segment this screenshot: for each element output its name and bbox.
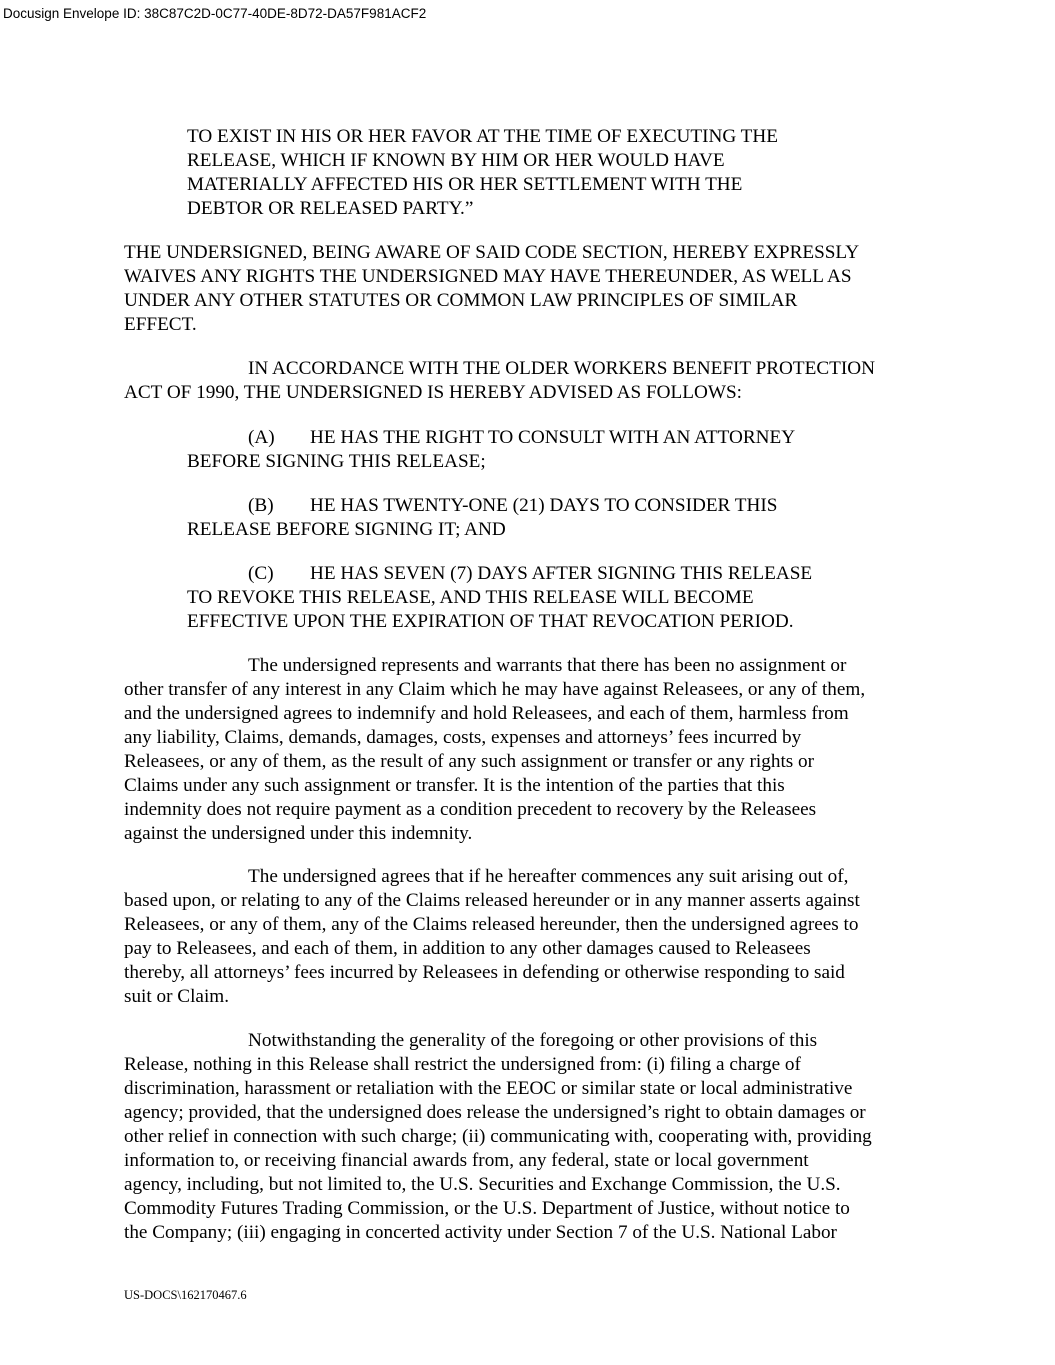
assignment-line: against the undersigned under this indemnity. xyxy=(124,823,473,844)
suit-paragraph xyxy=(124,865,860,1009)
assignment-line: any liability, Claims, demands, damages, costs, expenses and attorneys’ fees incurred by xyxy=(124,727,802,748)
notwithstanding-paragraph xyxy=(124,1029,872,1245)
item-a xyxy=(187,426,795,474)
suit-line: suit or Claim. xyxy=(124,986,229,1007)
item-text: HE HAS THE RIGHT TO CONSULT WITH AN ATTORNEY xyxy=(310,427,796,448)
owbpa-paragraph xyxy=(124,357,875,405)
quote-line: DEBTOR OR RELEASED PARTY.” xyxy=(187,198,474,219)
item-label: (A) xyxy=(248,427,275,448)
suit-line: Releasees, or any of them, any of the Claims released hereunder, then the undersigned agrees to xyxy=(124,914,859,935)
item-text: HE HAS TWENTY-ONE (21) DAYS TO CONSIDER THIS xyxy=(310,495,778,516)
quote-line: MATERIALLY AFFECTED HIS OR HER SETTLEMENT WITH THE xyxy=(187,174,743,195)
item-c xyxy=(187,562,812,634)
assignment-line: Claims under any such assignment or transfer. It is the intention of the parties that this xyxy=(124,775,785,796)
assignment-paragraph xyxy=(124,654,865,846)
item-text: EFFECTIVE UPON THE EXPIRATION OF THAT REVOCATION PERIOD. xyxy=(187,611,794,632)
notwithstanding-line: Commodity Futures Trading Commission, or the U.S. Department of Justice, without notice to xyxy=(124,1198,850,1219)
notwithstanding-line: discrimination, harassment or retaliation with the EEOC or similar state or local administrative xyxy=(124,1078,853,1099)
quote-block xyxy=(187,125,778,221)
item-text: BEFORE SIGNING THIS RELEASE; xyxy=(187,451,486,472)
notwithstanding-line: Notwithstanding the generality of the foregoing or other provisions of this xyxy=(248,1030,818,1051)
suit-line: pay to Releasees, and each of them, in addition to any other damages caused to Releasees xyxy=(124,938,811,959)
item-text: HE HAS SEVEN (7) DAYS AFTER SIGNING THIS RELEASE xyxy=(310,563,813,584)
assignment-line: and the undersigned agrees to indemnify and hold Releasees, and each of them, harmless from xyxy=(124,703,849,724)
notwithstanding-line: other relief in connection with such charge; (ii) communicating with, cooperating with, providing xyxy=(124,1126,872,1147)
item-text: RELEASE BEFORE SIGNING IT; AND xyxy=(187,519,506,540)
notwithstanding-line: the Company; (iii) engaging in concerted activity under Section 7 of the U.S. National Labor xyxy=(124,1222,837,1243)
notwithstanding-line: agency; provided, that the undersigned does release the undersigned’s right to obtain damages or xyxy=(124,1102,866,1123)
item-label: (B) xyxy=(248,495,274,516)
item-label: (C) xyxy=(248,563,274,584)
assignment-line: other transfer of any interest in any Claim which he may have against Releasees, or any of them, xyxy=(124,679,866,700)
quote-line: TO EXIST IN HIS OR HER FAVOR AT THE TIME OF EXECUTING THE xyxy=(187,126,778,147)
assignment-line: indemnity does not require payment as a condition precedent to recovery by the Releasees xyxy=(124,799,817,820)
waiver-line: THE UNDERSIGNED, BEING AWARE OF SAID CODE SECTION, HEREBY EXPRESSLY xyxy=(124,242,860,263)
suit-line: thereby, all attorneys’ fees incurred by Releasees in defending or otherwise responding to said xyxy=(124,962,845,983)
notwithstanding-line: Release, nothing in this Release shall restrict the undersigned from: (i) filing a charge of xyxy=(124,1054,801,1075)
assignment-line: The undersigned represents and warrants that there has been no assignment or xyxy=(248,655,847,676)
suit-line: based upon, or relating to any of the Claims released hereunder or in any manner asserts against xyxy=(124,890,860,911)
notwithstanding-line: information to, or receiving financial awards from, any federal, state or local government xyxy=(124,1150,809,1171)
owbpa-line: ACT OF 1990, THE UNDERSIGNED IS HEREBY ADVISED AS FOLLOWS: xyxy=(124,382,742,403)
waiver-line: UNDER ANY OTHER STATUTES OR COMMON LAW PRINCIPLES OF SIMILAR xyxy=(124,290,798,311)
suit-line: The undersigned agrees that if he hereafter commences any suit arising out of, xyxy=(248,866,849,887)
footer-doc-id: US-DOCS\162170467.6 xyxy=(124,1288,247,1302)
waiver-line: WAIVES ANY RIGHTS THE UNDERSIGNED MAY HAVE THEREUNDER, AS WELL AS xyxy=(124,266,852,287)
quote-line: RELEASE, WHICH IF KNOWN BY HIM OR HER WOULD HAVE xyxy=(187,150,725,171)
item-text: TO REVOKE THIS RELEASE, AND THIS RELEASE WILL BECOME xyxy=(187,587,754,608)
item-b xyxy=(187,494,777,542)
notwithstanding-line: agency, including, but not limited to, the U.S. Securities and Exchange Commission, the U.S. xyxy=(124,1174,841,1195)
waiver-paragraph xyxy=(124,241,859,337)
assignment-line: Releasees, or any of them, as the result of any such assignment or transfer or any rights or xyxy=(124,751,815,772)
owbpa-line: IN ACCORDANCE WITH THE OLDER WORKERS BENEFIT PROTECTION xyxy=(248,358,875,379)
envelope-id: Docusign Envelope ID: 38C87C2D-0C77-40DE-8D72-DA57F981ACF2 xyxy=(3,6,427,21)
waiver-line: EFFECT. xyxy=(124,314,197,335)
